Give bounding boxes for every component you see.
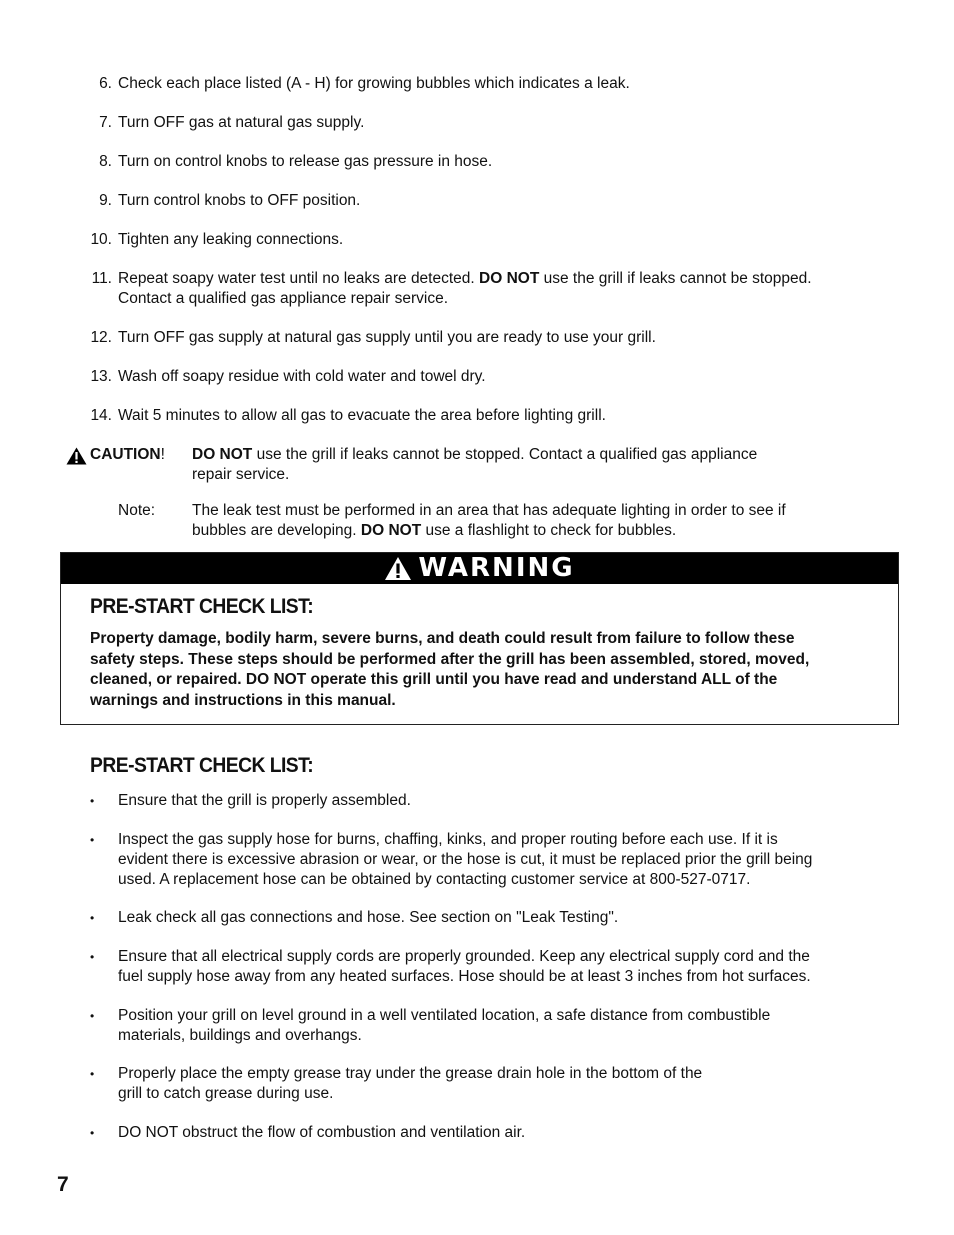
checklist-line: Leak check all gas connections and hose. See section on "Leak Testing". xyxy=(118,909,619,926)
page-number: 7 xyxy=(57,1173,69,1196)
warning-line: cleaned, or repaired. DO NOT operate this grill until you have read and understand ALL of the xyxy=(90,671,778,688)
caution-emphasis: DO NOT xyxy=(192,446,253,463)
step-text: Check each place listed (A - H) for growing bubbles which indicates a leak. xyxy=(118,75,630,92)
warning-heading: PRE-START CHECK LIST: xyxy=(90,595,314,618)
step-text-part: use the grill if leaks cannot be stopped. xyxy=(539,270,812,287)
step-text: Turn OFF gas supply at natural gas supply until you are ready to use your grill. xyxy=(118,329,656,346)
checklist-item-text xyxy=(118,830,878,890)
checklist-item-text xyxy=(118,947,878,987)
checklist-line: DO NOT obstruct the flow of combustion and ventilation air. xyxy=(118,1124,526,1141)
step-text-part: Repeat soapy water test until no leaks are detected. xyxy=(118,270,480,287)
note-emphasis: DO NOT xyxy=(360,522,422,539)
warning-triangle-icon xyxy=(384,556,412,581)
step-text: Turn control knobs to OFF position. xyxy=(118,192,361,209)
step-text: Wash off soapy residue with cold water and towel dry. xyxy=(118,368,486,385)
caution-text-part: repair service. xyxy=(192,466,290,483)
warning-line: warnings and instructions in this manual. xyxy=(90,691,396,709)
warning-box xyxy=(60,552,899,725)
checklist-line: fuel supply hose away from any heated surfaces. Hose should be at least 3 inches from hot surfaces. xyxy=(118,968,811,985)
checklist-line: used. A replacement hose can be obtained by contacting customer service at 800-527-0717. xyxy=(118,871,751,888)
checklist-line: grill to catch grease during use. xyxy=(118,1085,334,1102)
note-text-part: use a flashlight to check for bubbles. xyxy=(421,522,677,539)
note-text-part: The leak test must be performed in an area that has adequate lighting in order to see if xyxy=(192,502,786,519)
step-text: Turn OFF gas at natural gas supply. xyxy=(118,114,365,131)
checklist-item-text xyxy=(118,1064,878,1104)
step-number: 10. xyxy=(90,231,112,248)
caution-mark: ! xyxy=(160,446,165,463)
step-text-part: Contact a qualified gas appliance repair service. xyxy=(118,290,448,307)
caution-text xyxy=(192,445,812,485)
checklist-line: evident there is excessive abrasion or wear, or the hose is cut, it must be replaced prior the grill being xyxy=(118,851,813,868)
step-text xyxy=(118,269,878,309)
caution-label-text: CAUTION xyxy=(90,446,161,463)
bullet-mark: • xyxy=(90,1067,95,1081)
step-number: 7. xyxy=(99,114,112,131)
checklist-heading: PRE-START CHECK LIST: xyxy=(90,754,314,777)
checklist-line: Inspect the gas supply hose for burns, chaffing, kinks, and proper routing before each use. If it is xyxy=(118,831,778,848)
bullet-mark: • xyxy=(90,794,95,808)
checklist-item-text xyxy=(118,908,878,928)
bullet-mark: • xyxy=(90,833,95,847)
checklist-line: materials, buildings and overhangs. xyxy=(118,1027,362,1044)
checklist-line: Properly place the empty grease tray under the grease drain hole in the bottom of the xyxy=(118,1065,703,1082)
step-text: Tighten any leaking connections. xyxy=(118,231,344,248)
checklist-item-text xyxy=(118,1006,878,1046)
checklist-item-text xyxy=(118,791,878,811)
bullet-mark: • xyxy=(90,1009,95,1023)
checklist-line: Ensure that all electrical supply cords are properly grounded. Keep any electrical supply cord and the xyxy=(118,948,810,965)
warning-banner xyxy=(61,553,898,584)
warning-body xyxy=(90,629,880,711)
step-number: 8. xyxy=(99,153,112,170)
checklist-line: Ensure that the grill is properly assembled. xyxy=(118,792,411,809)
note-label: Note: xyxy=(118,502,156,519)
bullet-mark: • xyxy=(90,950,95,964)
bullet-mark: • xyxy=(90,911,95,925)
caution-label xyxy=(90,445,165,465)
step-number: 13. xyxy=(90,368,112,385)
step-text: Turn on control knobs to release gas pressure in hose. xyxy=(118,153,493,170)
step-text: Wait 5 minutes to allow all gas to evacuate the area before lighting grill. xyxy=(118,407,606,424)
step-number: 6. xyxy=(99,75,112,92)
warning-line: Property damage, bodily harm, severe burns, and death could result from failure to follow these xyxy=(90,630,795,647)
caution-notice xyxy=(64,445,864,487)
step-number: 11. xyxy=(91,270,112,287)
warning-triangle-icon xyxy=(66,447,87,465)
checklist-line: Position your grill on level ground in a well ventilated location, a safe distance from combustible xyxy=(118,1007,771,1024)
bullet-mark: • xyxy=(90,1126,95,1140)
step-number: 9. xyxy=(99,192,112,209)
note-text xyxy=(192,501,852,541)
warning-line: safety steps. These steps should be performed after the grill has been assembled, stored, moved, xyxy=(90,650,810,668)
step-number: 14. xyxy=(90,407,112,424)
warning-banner-text: WARNING xyxy=(418,553,575,583)
note-text-part: bubbles are developing. xyxy=(192,522,361,539)
caution-text-part: use the grill if leaks cannot be stopped. Contact a qualified gas appliance xyxy=(252,446,758,463)
step-emphasis: DO NOT xyxy=(479,270,540,287)
step-number: 12. xyxy=(90,329,112,346)
checklist-item-text xyxy=(118,1123,878,1143)
